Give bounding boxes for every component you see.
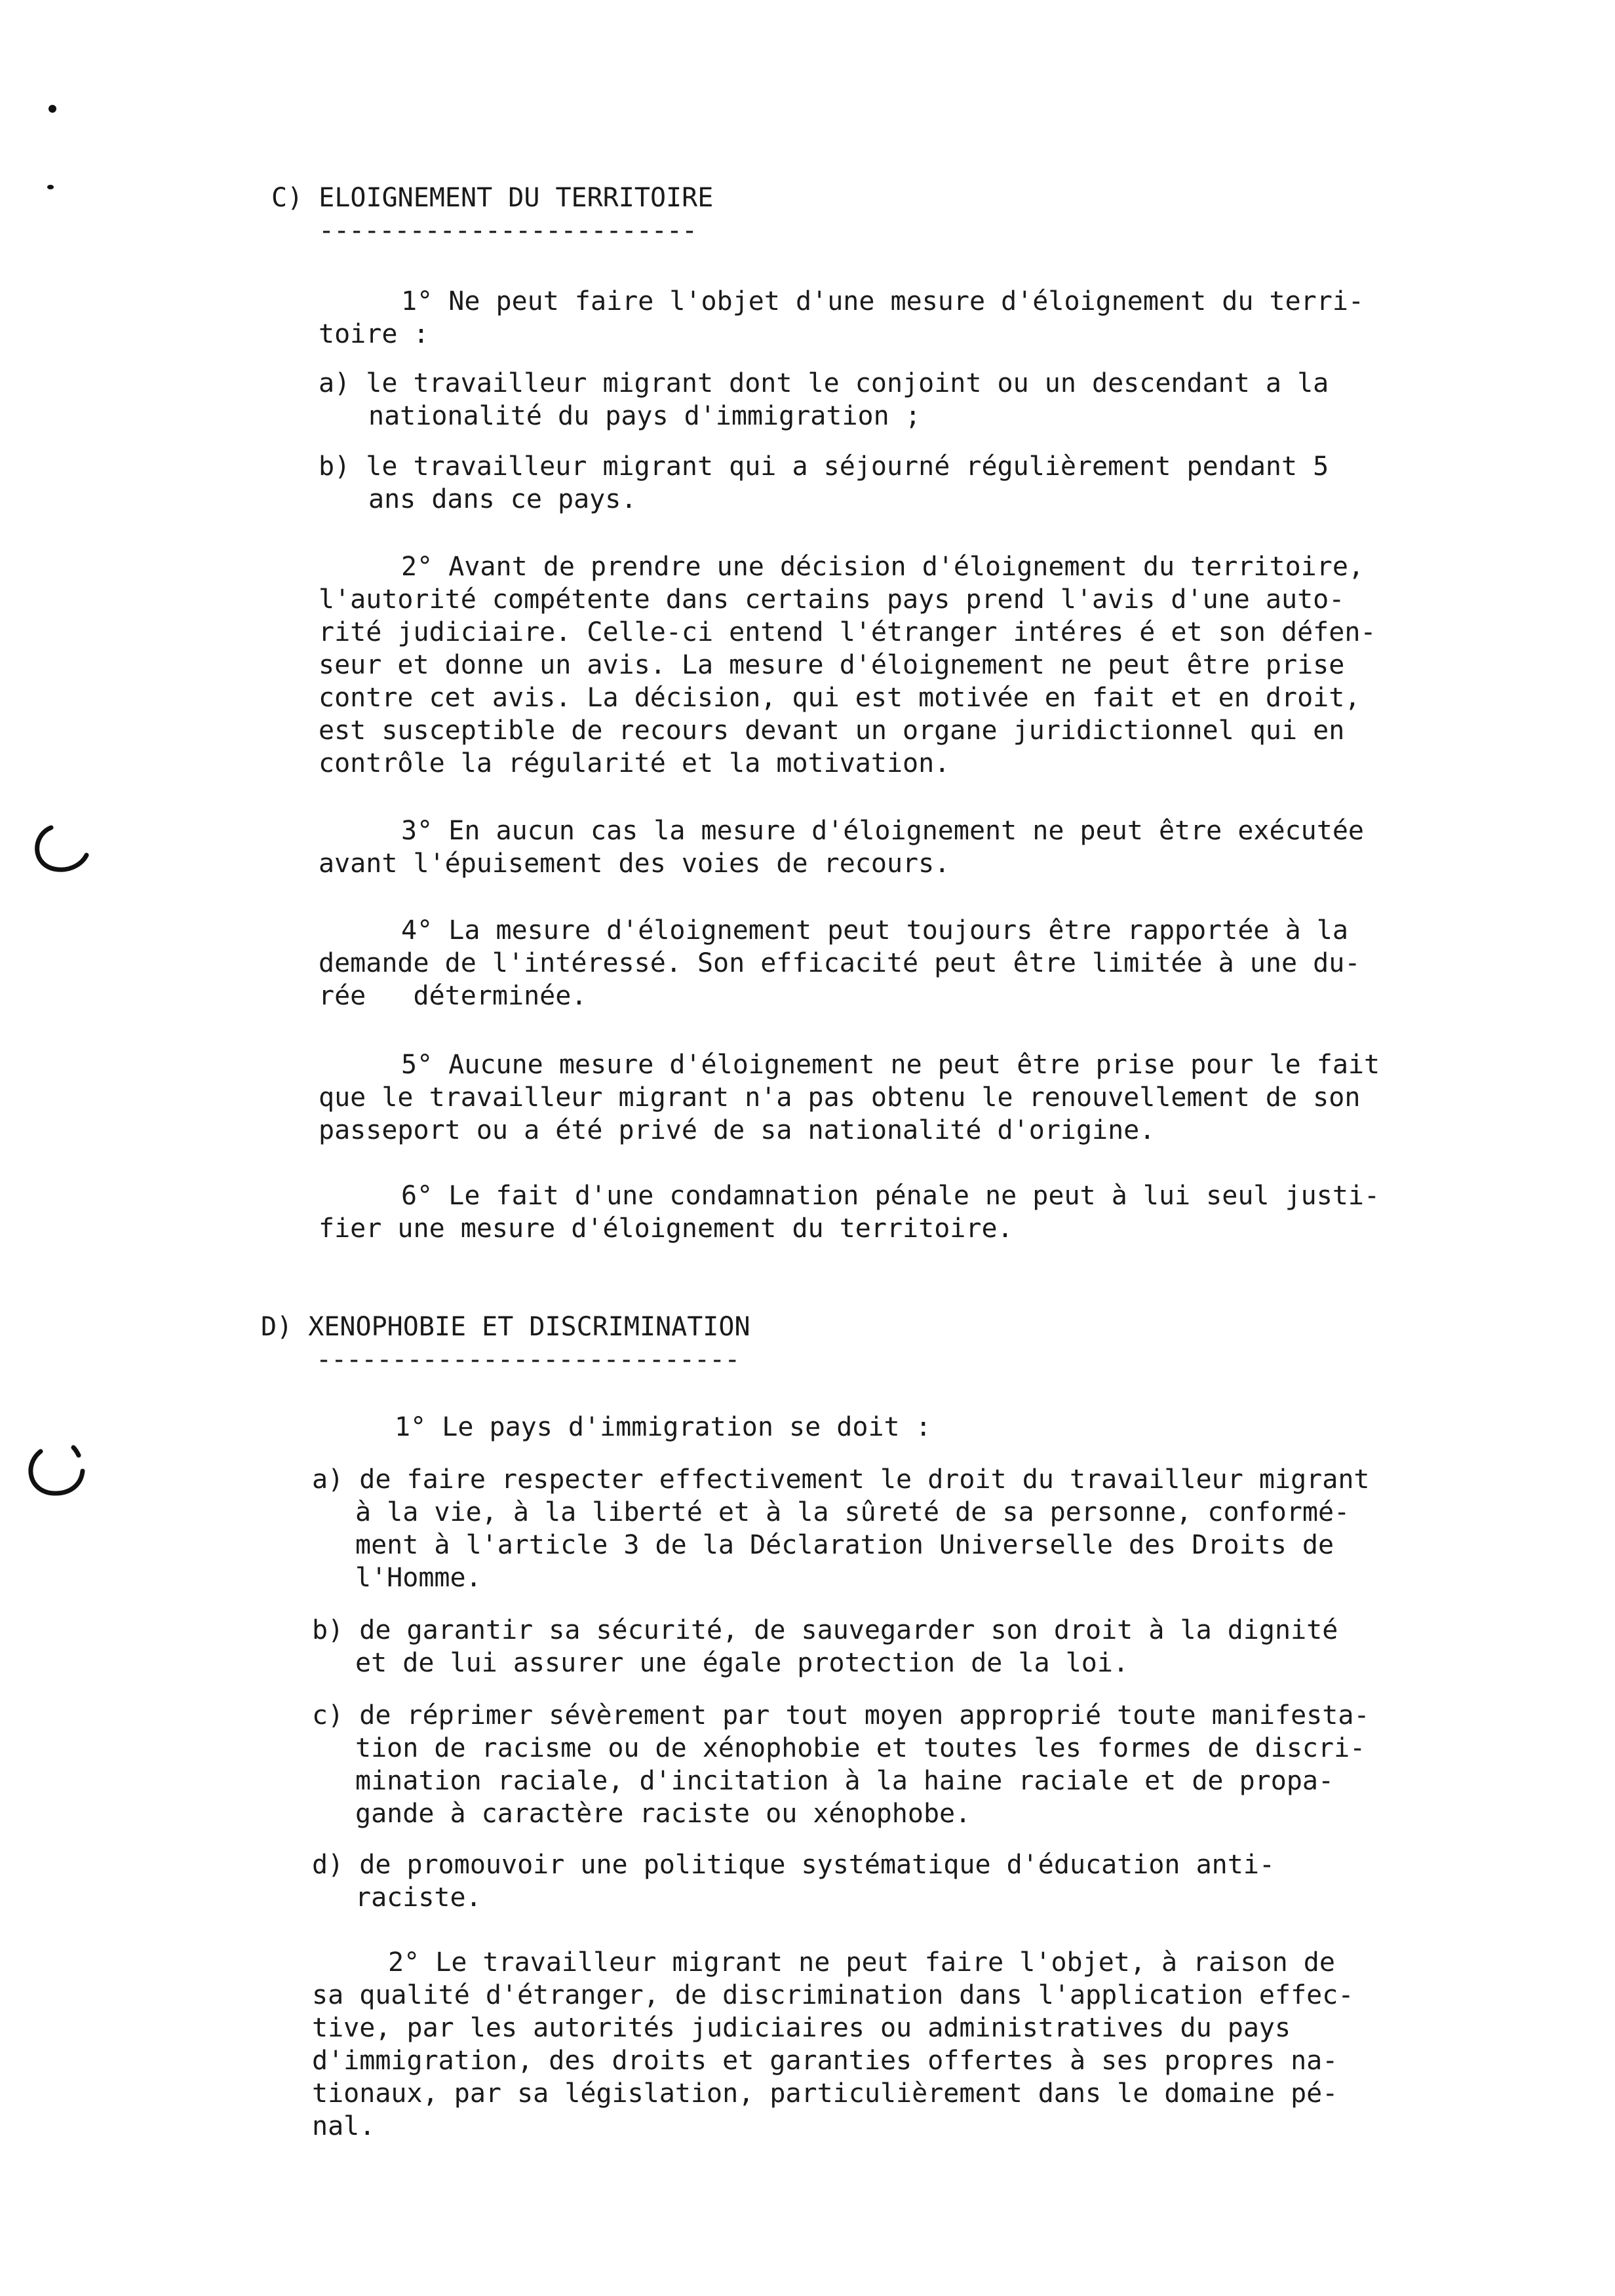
c-para1-line: toire : [319,319,429,349]
d-item-a-line: à la vie, à la liberté et à la sûreté de sa personne, conformé- [355,1497,1350,1527]
d-para2-line: nal. [312,2111,376,2141]
d-item-b-line: et de lui assurer une égale protection de la loi. [355,1648,1129,1678]
c-para2-line: l'autorité compétente dans certains pays prend l'avis d'une auto- [319,584,1345,615]
d-item-d-line: raciste. [355,1883,482,1913]
c-item-b-line: ans dans ce pays. [368,484,637,514]
d-item-c-line: tion de racisme ou de xénophobie et toutes les formes de discri- [355,1733,1366,1763]
c-para5-line: 5° Aucune mesure d'éloignement ne peut être prise pour le fait [401,1050,1380,1080]
punch-hole-mark [20,1438,92,1504]
c-para2-line: seur et donne un avis. La mesure d'éloignement ne peut être prise [319,650,1345,680]
section-c-heading: C) ELOIGNEMENT DU TERRITOIRE [271,183,714,213]
d-para2-line: 2° Le travailleur migrant ne peut faire l'objet, à raison de [388,1947,1335,1978]
punch-hole-mark [26,816,92,881]
d-para2-line: sa qualité d'étranger, de discrimination dans l'application effec- [312,1980,1354,2010]
d-item-a-line: l'Homme. [355,1563,482,1593]
d-item-b-line: b) de garantir sa sécurité, de sauvegarder son droit à la dignité [312,1615,1338,1645]
c-para4-line: demande de l'intéressé. Son efficacité peut être limitée à une du- [319,948,1361,978]
d-para2-line: tionaux, par sa législation, particulièrement dans le domaine pé- [312,2078,1338,2109]
d-para2-line: tive, par les autorités judiciaires ou administratives du pays [312,2013,1291,2043]
c-para2-line: contre cet avis. La décision, qui est motivée en fait et en droit, [319,683,1361,713]
c-item-a-line: nationalité du pays d'immigration ; [368,401,921,431]
d-item-c-line: gande à caractère raciste ou xénophobe. [355,1799,971,1829]
c-para5-line: passeport ou a été privé de sa nationalité d'origine. [319,1115,1156,1145]
c-para3-line: 3° En aucun cas la mesure d'éloignement ne peut être exécutée [401,816,1365,846]
c-item-a-line: a) le travailleur migrant dont le conjoint ou un descendant a la [319,368,1329,398]
scan-dot-mark [47,185,54,189]
c-para1-line: 1° Ne peut faire l'objet d'une mesure d'éloignement du terri- [401,286,1365,316]
c-para6-line: 6° Le fait d'une condamnation pénale ne peut à lui seul justi- [401,1181,1380,1211]
c-para2-line: rité judiciaire. Celle-ci entend l'étranger intéres é et son défen- [319,617,1376,647]
d-item-a-line: ment à l'article 3 de la Déclaration Universelle des Droits de [355,1530,1334,1560]
section-d-underline: ---------------------------- [316,1345,740,1375]
c-para2-line: 2° Avant de prendre une décision d'éloignement du territoire, [401,552,1365,582]
d-item-c-line: c) de réprimer sévèrement par tout moyen approprié toute manifesta- [312,1700,1370,1731]
d-item-d-line: d) de promouvoir une politique systématique d'éducation anti- [312,1850,1275,1880]
d-item-c-line: mination raciale, d'incitation à la haine raciale et de propa- [355,1766,1334,1796]
section-c-underline: ------------------------- [319,216,697,246]
c-para2-line: contrôle la régularité et la motivation. [319,748,950,778]
c-para6-line: fier une mesure d'éloignement du territoire. [319,1214,1013,1244]
scan-dot-mark [49,105,56,113]
c-para3-line: avant l'épuisement des voies de recours. [319,849,950,879]
section-d-heading: D) XENOPHOBIE ET DISCRIMINATION [261,1312,750,1342]
d-para2-line: d'immigration, des droits et garanties offertes à ses propres na- [312,2046,1338,2076]
d-para1-line: 1° Le pays d'immigration se doit : [395,1412,931,1442]
c-item-b-line: b) le travailleur migrant qui a séjourné régulièrement pendant 5 [319,451,1329,482]
c-para2-line: est susceptible de recours devant un organe juridictionnel qui en [319,716,1345,746]
c-para4-line: 4° La mesure d'éloignement peut toujours être rapportée à la [401,915,1348,946]
c-para4-line: rée déterminée. [319,981,587,1011]
d-item-a-line: a) de faire respecter effectivement le droit du travailleur migrant [312,1464,1370,1495]
c-para5-line: que le travailleur migrant n'a pas obtenu le renouvellement de son [319,1082,1361,1113]
